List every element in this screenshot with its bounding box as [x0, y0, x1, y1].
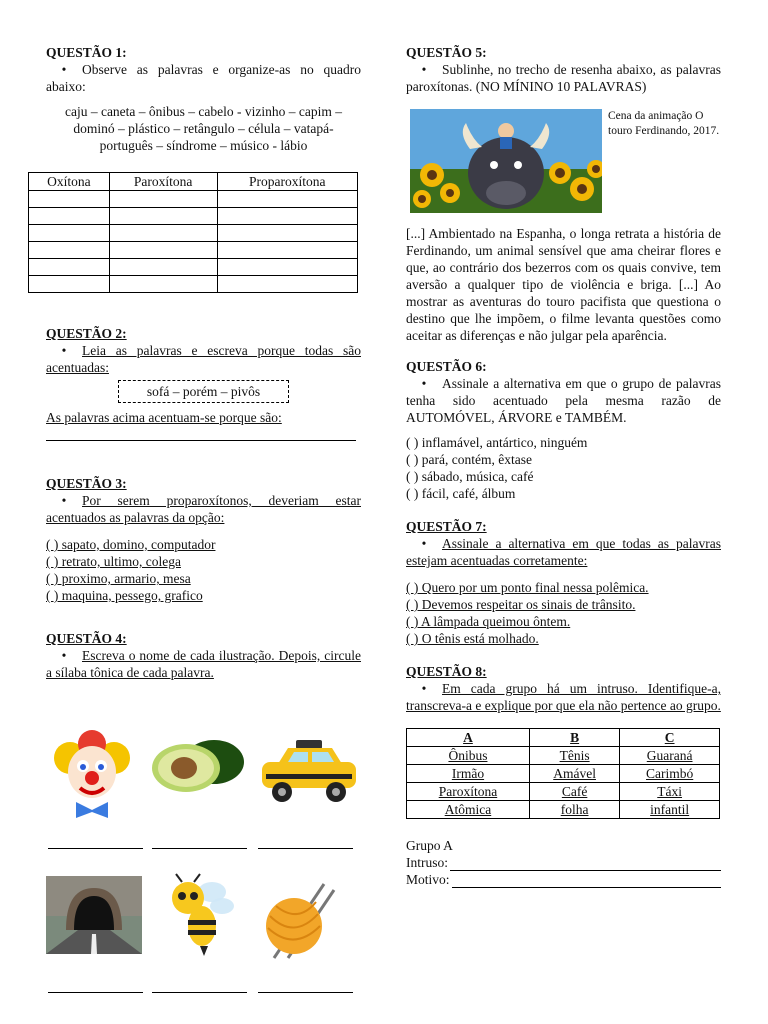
bullet-icon: •: [421, 62, 427, 77]
q1-header-oxitona: Oxítona: [29, 173, 110, 191]
tunnel-icon: [46, 876, 142, 954]
q8-header-a: A: [407, 729, 530, 747]
q1-cell[interactable]: [109, 225, 217, 242]
q4-answer-line[interactable]: [48, 848, 143, 849]
q8-title: QUESTÃO 8:: [406, 664, 487, 679]
q4-instruction: • Escreva o nome de cada ilustração. Depois, circule a sílaba tônica de cada palavra.: [46, 648, 361, 680]
q4-answer-line[interactable]: [48, 992, 143, 993]
q5-instruction: • Sublinhe, no trecho de resenha abaixo, as palavras paroxítonas. (NO MÍNINO 10 PALAVRAS): [406, 62, 721, 94]
q7-title: QUESTÃO 7:: [406, 519, 487, 534]
taxi-icon: [258, 738, 360, 808]
q8-intruder-line[interactable]: [450, 858, 721, 871]
q1-cell[interactable]: [217, 259, 358, 276]
q8-cell: Carimbó: [620, 765, 720, 783]
q8-reason-label: Motivo:: [406, 872, 450, 887]
q2-words-box: sofá – porém – pivôs: [118, 380, 289, 403]
q1-cell[interactable]: [109, 191, 217, 208]
clown-icon: [52, 728, 132, 820]
q5-title: QUESTÃO 5:: [406, 45, 487, 60]
q1-cell[interactable]: [109, 276, 217, 293]
q6-title: QUESTÃO 6:: [406, 359, 487, 374]
q8-cell: Atômica: [407, 801, 530, 819]
q1-header-proparoxitona: Proparoxítona: [217, 173, 358, 191]
q1-cell[interactable]: [29, 259, 110, 276]
q1-cell[interactable]: [29, 276, 110, 293]
q2-prompt: As palavras acima acentuam-se porque são:: [46, 410, 282, 425]
q8-header-b: B: [529, 729, 619, 747]
q1-cell[interactable]: [109, 259, 217, 276]
yarn-ball-icon: [254, 880, 338, 960]
q6-option[interactable]: ( ) inflamável, antártico, ninguém: [406, 435, 588, 450]
left-column: [46, 40, 361, 681]
q1-header-paroxitona: Paroxítona: [109, 173, 217, 191]
q1-cell[interactable]: [109, 208, 217, 225]
q8-cell: Amável: [529, 765, 619, 783]
q2-instruction: • Leia as palavras e escreva porque todas são acentuadas:: [46, 343, 361, 375]
q4-title: QUESTÃO 4:: [46, 631, 127, 646]
q8-reason-row: [406, 871, 721, 888]
q1-table: [28, 172, 358, 293]
q8-reason-line[interactable]: [452, 875, 721, 888]
q1-cell[interactable]: [217, 242, 358, 259]
q8-groups-table: [406, 728, 720, 819]
q1-cell[interactable]: [109, 242, 217, 259]
q5-review-text[interactable]: [...] Ambientado na Espanha, o longa retrata a história de Ferdinando, um animal sensível que ama cheirar flores e que, ao contrário dos bezerros com os quais convive, tem aversão a qualquer tipo de violência e briga. [...] Ao mostrar as aventuras do touro pacifista que questiona o destino que lhe impõem, o filme levanta questões como aceitar as diferenças e não julgar pela aparência.: [406, 226, 721, 343]
q5-figure: [406, 109, 721, 225]
bullet-icon: •: [61, 343, 67, 358]
q4-answer-line[interactable]: [258, 848, 353, 849]
q2-answer-line[interactable]: [46, 440, 356, 441]
q4-answer-line[interactable]: [152, 848, 247, 849]
bullet-icon: •: [61, 648, 67, 663]
q4-answer-line[interactable]: [258, 992, 353, 993]
q8-cell: Café: [529, 783, 619, 801]
q3-options: [46, 536, 361, 604]
q8-cell: Táxi: [620, 783, 720, 801]
q6-instruction: • Assinale a alternativa em que o grupo de palavras tenha sido acentuado pela mesma razão de AUTOMÓVEL, ÁRVORE e TAMBÉM.: [406, 376, 721, 425]
right-column: [406, 40, 721, 888]
q8-header-c: C: [620, 729, 720, 747]
q1-cell[interactable]: [217, 208, 358, 225]
bullet-icon: •: [61, 62, 67, 77]
q3-option[interactable]: ( ) maquina, pessego, grafico: [46, 588, 203, 603]
q8-instruction: • Em cada grupo há um intruso. Identifique-a, transcreva-a e explique por que ela não pertence ao grupo.: [406, 681, 721, 713]
q7-options: [406, 579, 721, 647]
q1-instruction: • Observe as palavras e organize-as no quadro abaixo:: [46, 62, 361, 94]
q1-cell[interactable]: [217, 225, 358, 242]
q8-cell: Irmão: [407, 765, 530, 783]
avocado-icon: [150, 736, 246, 794]
q3-instruction: • Por serem proparoxítonos, deveriam estar acentuados as palavras da opção:: [46, 493, 361, 525]
q6-option[interactable]: ( ) sábado, música, café: [406, 469, 534, 484]
q6-options: [406, 434, 721, 502]
q1-words: caju – caneta – ônibus – cabelo - vizinho – capim – dominó – plástico – retângulo – célula – vatapá- português – síndrome – músico - lábio: [64, 104, 343, 153]
q8-answer-area: [406, 837, 721, 888]
q2-title: QUESTÃO 2:: [46, 326, 127, 341]
q7-option[interactable]: ( ) O tênis está molhado.: [406, 631, 539, 646]
q8-intruder-label: Intruso:: [406, 855, 448, 870]
q1-title: QUESTÃO 1:: [46, 45, 127, 60]
q7-option[interactable]: ( ) Devemos respeitar os sinais de trânsito.: [406, 597, 636, 612]
q3-title: QUESTÃO 3:: [46, 476, 127, 491]
q8-group-label: Grupo A: [406, 838, 453, 853]
q8-cell: Paroxítona: [407, 783, 530, 801]
q8-cell: Guaraná: [620, 747, 720, 765]
q4-answer-line[interactable]: [152, 992, 247, 993]
q1-cell[interactable]: [29, 208, 110, 225]
q7-option[interactable]: ( ) Quero por um ponto final nessa polêmica.: [406, 580, 649, 595]
q3-option[interactable]: ( ) sapato, domino, computador: [46, 537, 216, 552]
q7-instruction: • Assinale a alternativa em que todas as palavras estejam acentuadas corretamente:: [406, 536, 721, 568]
q8-cell: folha: [529, 801, 619, 819]
bullet-icon: •: [421, 681, 427, 696]
q3-option[interactable]: ( ) proximo, armario, mesa: [46, 571, 191, 586]
q1-cell[interactable]: [29, 242, 110, 259]
bee-icon: [160, 872, 236, 956]
q1-cell[interactable]: [29, 225, 110, 242]
q8-cell: Ônibus: [407, 747, 530, 765]
bullet-icon: •: [421, 376, 427, 391]
q6-option[interactable]: ( ) fácil, café, álbum: [406, 486, 516, 501]
q8-intruder-row: [406, 854, 721, 871]
q3-option[interactable]: ( ) retrato, ultimo, colega: [46, 554, 181, 569]
ferdinand-movie-scene-image: [410, 109, 602, 213]
q1-cell[interactable]: [217, 276, 358, 293]
bullet-icon: •: [61, 493, 67, 508]
q1-cell[interactable]: [217, 191, 358, 208]
bullet-icon: •: [421, 536, 427, 551]
q7-option[interactable]: ( ) A lâmpada queimou ôntem.: [406, 614, 571, 629]
q5-caption: Cena da animação O touro Ferdinando, 2017.: [608, 110, 720, 137]
q8-cell: Tênis: [529, 747, 619, 765]
q8-cell: infantil: [620, 801, 720, 819]
q6-option[interactable]: ( ) pará, contém, êxtase: [406, 452, 532, 467]
q1-cell[interactable]: [29, 191, 110, 208]
